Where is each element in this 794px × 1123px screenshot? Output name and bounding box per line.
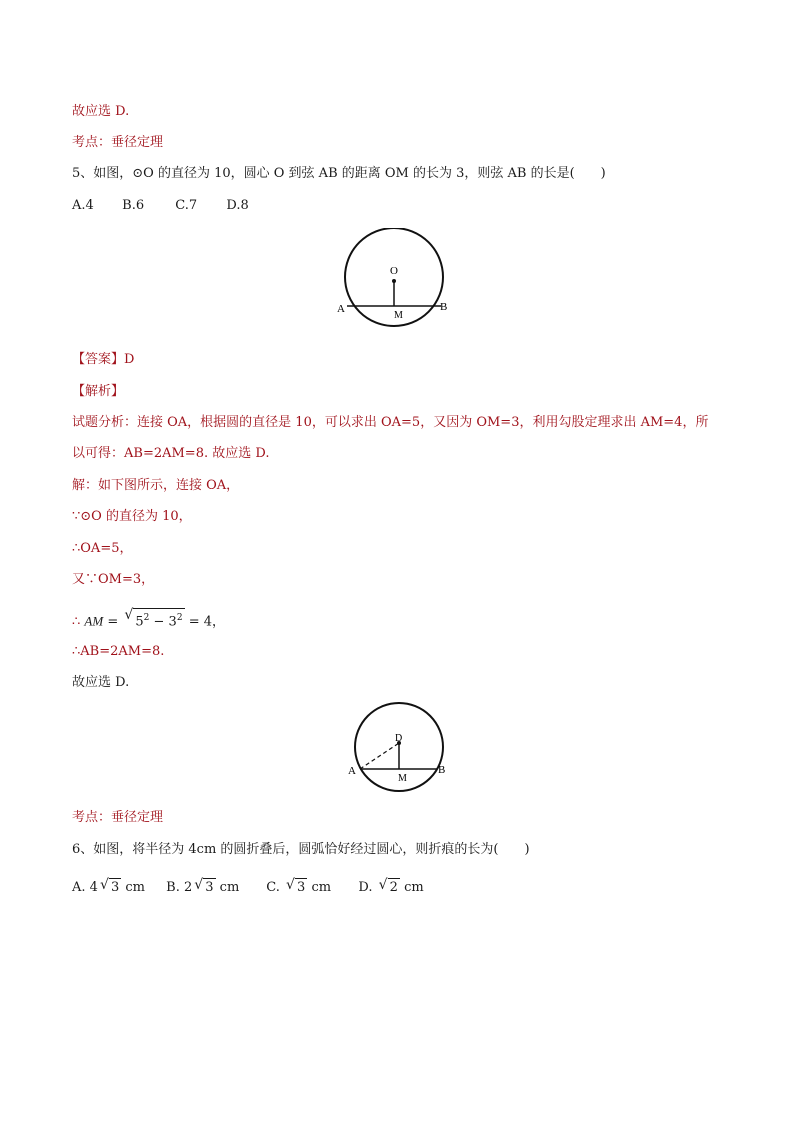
solution-step-7: 故应选 D. bbox=[72, 675, 130, 690]
analysis-title: 【解析】 bbox=[72, 384, 125, 399]
option-b: B.6 bbox=[122, 198, 145, 213]
label-o: O bbox=[390, 265, 398, 277]
solution-step-2: ∵⊙O 的直径为 10， bbox=[72, 509, 192, 524]
label-b: B bbox=[440, 301, 448, 313]
radical-sign-icon: √ bbox=[194, 877, 204, 893]
radicand-5: 5 bbox=[135, 614, 144, 630]
label-a: A bbox=[337, 303, 345, 315]
analysis-text-1: 试题分析：连接 OA，根据圆的直径是 10，可以求出 OA=5，又因为 OM=3，利用勾股定理求出 AM=4，所 bbox=[72, 415, 709, 430]
option-d: D.8 bbox=[226, 198, 249, 213]
radicand-3: 3 bbox=[168, 614, 177, 630]
sqrt-expression bbox=[124, 608, 184, 631]
solution-step-6: ∴AB=2AM=8. bbox=[72, 644, 165, 659]
result-value: = 4， bbox=[184, 614, 225, 630]
conclusion-text: 故应选 D. bbox=[72, 104, 130, 119]
q6-option-b: B. 2 √ 3 cm bbox=[166, 877, 240, 895]
exponent-b: 2 bbox=[176, 613, 183, 623]
question-6-stem: 6、如图，将半径为 4cm 的圆折叠后，圆弧恰好经过圆心，则折痕的长为( ) bbox=[72, 842, 530, 857]
solution-step-4: 又∵OM=3， bbox=[72, 572, 155, 587]
kaodian-label: 考点：垂径定理 bbox=[72, 135, 164, 150]
question-5-options bbox=[72, 197, 249, 215]
answer-line: 【答案】D bbox=[72, 352, 135, 367]
q6-option-c: C. √ 3 cm bbox=[266, 877, 332, 895]
question-6-options bbox=[72, 878, 424, 897]
center-point bbox=[392, 279, 396, 283]
q6-option-a: A. 4 √ 3 cm bbox=[72, 877, 145, 895]
solution-step-3: ∴OA=5， bbox=[72, 541, 133, 556]
label-o-2: D bbox=[395, 733, 403, 744]
radical-sign-icon: √ bbox=[378, 877, 388, 893]
option-a: A.4 bbox=[72, 198, 94, 213]
label-m: M bbox=[394, 310, 403, 321]
question-5-stem: 5、如图，⊙O 的直径为 10，圆心 O 到弦 AB 的距离 OM 的长为 3，则弦 AB 的长是( ) bbox=[72, 166, 606, 181]
radical-sign-icon: √ bbox=[286, 877, 295, 893]
option-c: C.7 bbox=[175, 198, 198, 213]
label-b-2: B bbox=[438, 764, 446, 776]
minus-sign: − bbox=[149, 614, 169, 630]
circle-figure-1 bbox=[330, 228, 460, 328]
analysis-text-2: 以可得：AB=2AM=8. 故应选 D. bbox=[72, 446, 270, 461]
segment-oa-dashed bbox=[360, 743, 399, 769]
radical-sign-icon: √ bbox=[124, 607, 134, 623]
equals-sign: = bbox=[103, 614, 123, 630]
circle-figure-2 bbox=[340, 700, 458, 796]
q6-option-d: D. √ 2 cm bbox=[358, 877, 424, 895]
therefore-symbol: ∴ bbox=[72, 614, 85, 630]
exponent-a: 2 bbox=[143, 613, 150, 623]
label-a-2: A bbox=[348, 765, 356, 777]
solution-step-5 bbox=[72, 608, 225, 631]
var-am: AM bbox=[84, 613, 104, 629]
label-m-2: M bbox=[398, 773, 407, 784]
radical-sign-icon: √ bbox=[99, 877, 109, 893]
solution-step-1: 解：如下图所示，连接 OA， bbox=[72, 478, 240, 493]
kaodian-label-2: 考点：垂径定理 bbox=[72, 810, 164, 825]
